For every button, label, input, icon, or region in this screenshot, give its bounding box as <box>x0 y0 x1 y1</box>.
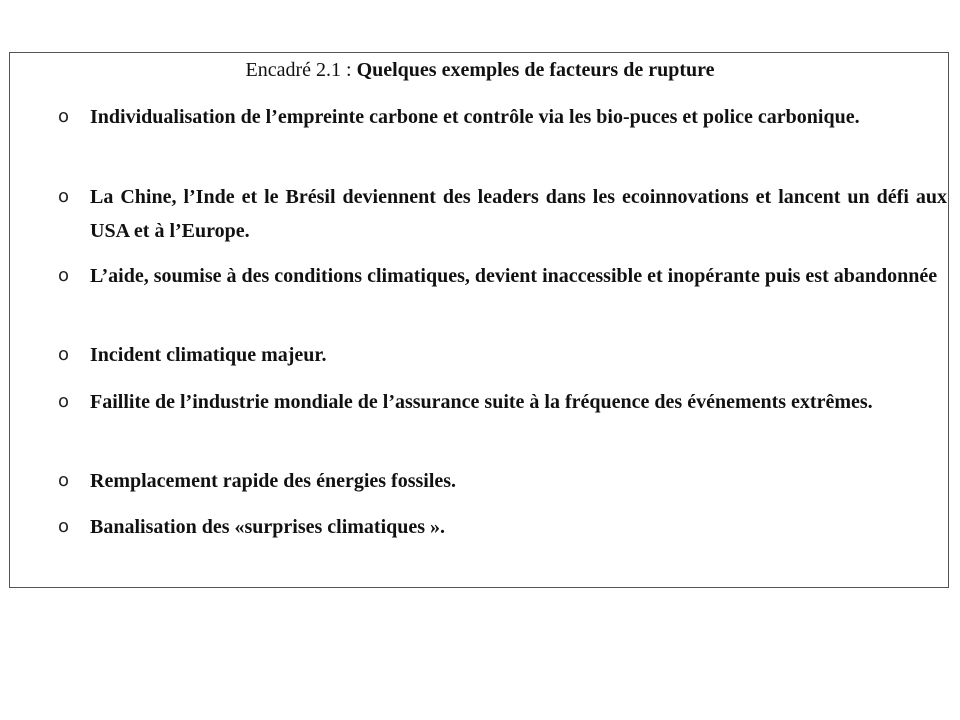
box-title <box>0 58 960 82</box>
list-item-text: Individualisation de l’empreinte carbone et contrôle via les bio-puces et police carbonique. <box>90 106 860 128</box>
bullet-icon: o <box>58 106 70 127</box>
list-item-text: Faillite de l’industrie mondiale de l’assurance suite à la fréquence des événements extrêmes. <box>90 391 873 413</box>
bullet-icon: o <box>58 265 70 286</box>
bullet-icon: o <box>58 344 70 365</box>
bullet-icon: o <box>58 391 70 412</box>
bullet-icon: o <box>58 516 70 537</box>
list-item-text: L’aide, soumise à des conditions climatiques, devient inaccessible et inopérante puis est abandonnée <box>90 265 938 287</box>
list-item-text: Incident climatique majeur. <box>90 344 327 366</box>
bullet-icon: o <box>58 470 70 491</box>
list-item-text: La Chine, l’Inde et le Brésil deviennent des leaders dans les ecoinnovations et lancent un défi aux USA et à l’Europe. <box>90 186 947 242</box>
list-item-text: Banalisation des «surprises climatiques ». <box>90 516 446 538</box>
bullet-icon: o <box>58 186 70 207</box>
box-title-text: Quelques exemples de facteurs de rupture <box>356 59 715 81</box>
list-item-text: Remplacement rapide des énergies fossiles. <box>90 470 457 492</box>
box-title-label: Encadré 2.1 : <box>245 59 357 81</box>
